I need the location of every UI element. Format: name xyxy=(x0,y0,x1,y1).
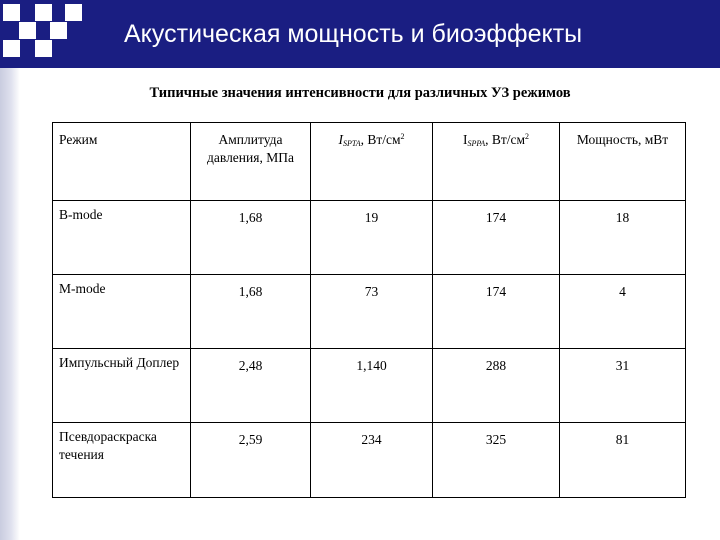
cell-ispta: 73 xyxy=(311,275,433,349)
cell-ispta: 19 xyxy=(311,201,433,275)
table-row xyxy=(53,423,686,498)
deco-square xyxy=(35,40,52,57)
cell-power: 81 xyxy=(560,423,686,498)
table-row xyxy=(53,201,686,275)
isppa-letter: I xyxy=(462,132,468,147)
isppa-unit: , Вт/см xyxy=(485,132,526,147)
ispta-superscript: 2 xyxy=(400,132,405,141)
table-row xyxy=(53,275,686,349)
cell-mode: Псевдораскраска течения xyxy=(53,423,191,498)
decorative-squares xyxy=(0,0,100,68)
cell-amplitude: 2,59 xyxy=(191,423,311,498)
table-caption: Типичные значения интенсивности для различных УЗ режимов xyxy=(149,85,571,101)
cell-power: 18 xyxy=(560,201,686,275)
cell-ispta: 234 xyxy=(311,423,433,498)
header-amplitude: Амплитуда давления, МПа xyxy=(191,123,311,201)
cell-power: 31 xyxy=(560,349,686,423)
deco-square xyxy=(3,40,20,57)
deco-square xyxy=(3,4,20,21)
ispta-letter: I xyxy=(338,132,343,147)
intensity-table xyxy=(52,122,686,498)
header-mode: Режим xyxy=(53,123,191,201)
cell-amplitude: 1,68 xyxy=(191,201,311,275)
isppa-subscript: SPPA xyxy=(467,139,486,148)
cell-isppa: 325 xyxy=(433,423,560,498)
cell-isppa: 288 xyxy=(433,349,560,423)
deco-square xyxy=(19,22,36,39)
cell-mode: Импульсный Доплер xyxy=(53,349,191,423)
header-power: Мощность, мВт xyxy=(560,123,686,201)
cell-mode: M-mode xyxy=(53,275,191,349)
deco-square xyxy=(35,4,52,21)
cell-isppa: 174 xyxy=(433,275,560,349)
cell-amplitude: 1,68 xyxy=(191,275,311,349)
table-row xyxy=(53,349,686,423)
header-isppa xyxy=(433,123,560,201)
header-ispta xyxy=(311,123,433,201)
cell-power: 4 xyxy=(560,275,686,349)
cell-amplitude: 2,48 xyxy=(191,349,311,423)
cell-isppa: 174 xyxy=(433,201,560,275)
deco-square xyxy=(50,22,67,39)
cell-ispta: 1,140 xyxy=(311,349,433,423)
ispta-subscript: SPTA xyxy=(342,139,361,148)
cell-mode: B-mode xyxy=(53,201,191,275)
table-header-row xyxy=(53,123,686,201)
left-stripe xyxy=(0,68,20,540)
ispta-unit: , Вт/см xyxy=(360,132,401,147)
slide-title: Акустическая мощность и биоэффекты xyxy=(124,20,583,48)
deco-square xyxy=(65,4,82,21)
isppa-superscript: 2 xyxy=(525,132,530,141)
